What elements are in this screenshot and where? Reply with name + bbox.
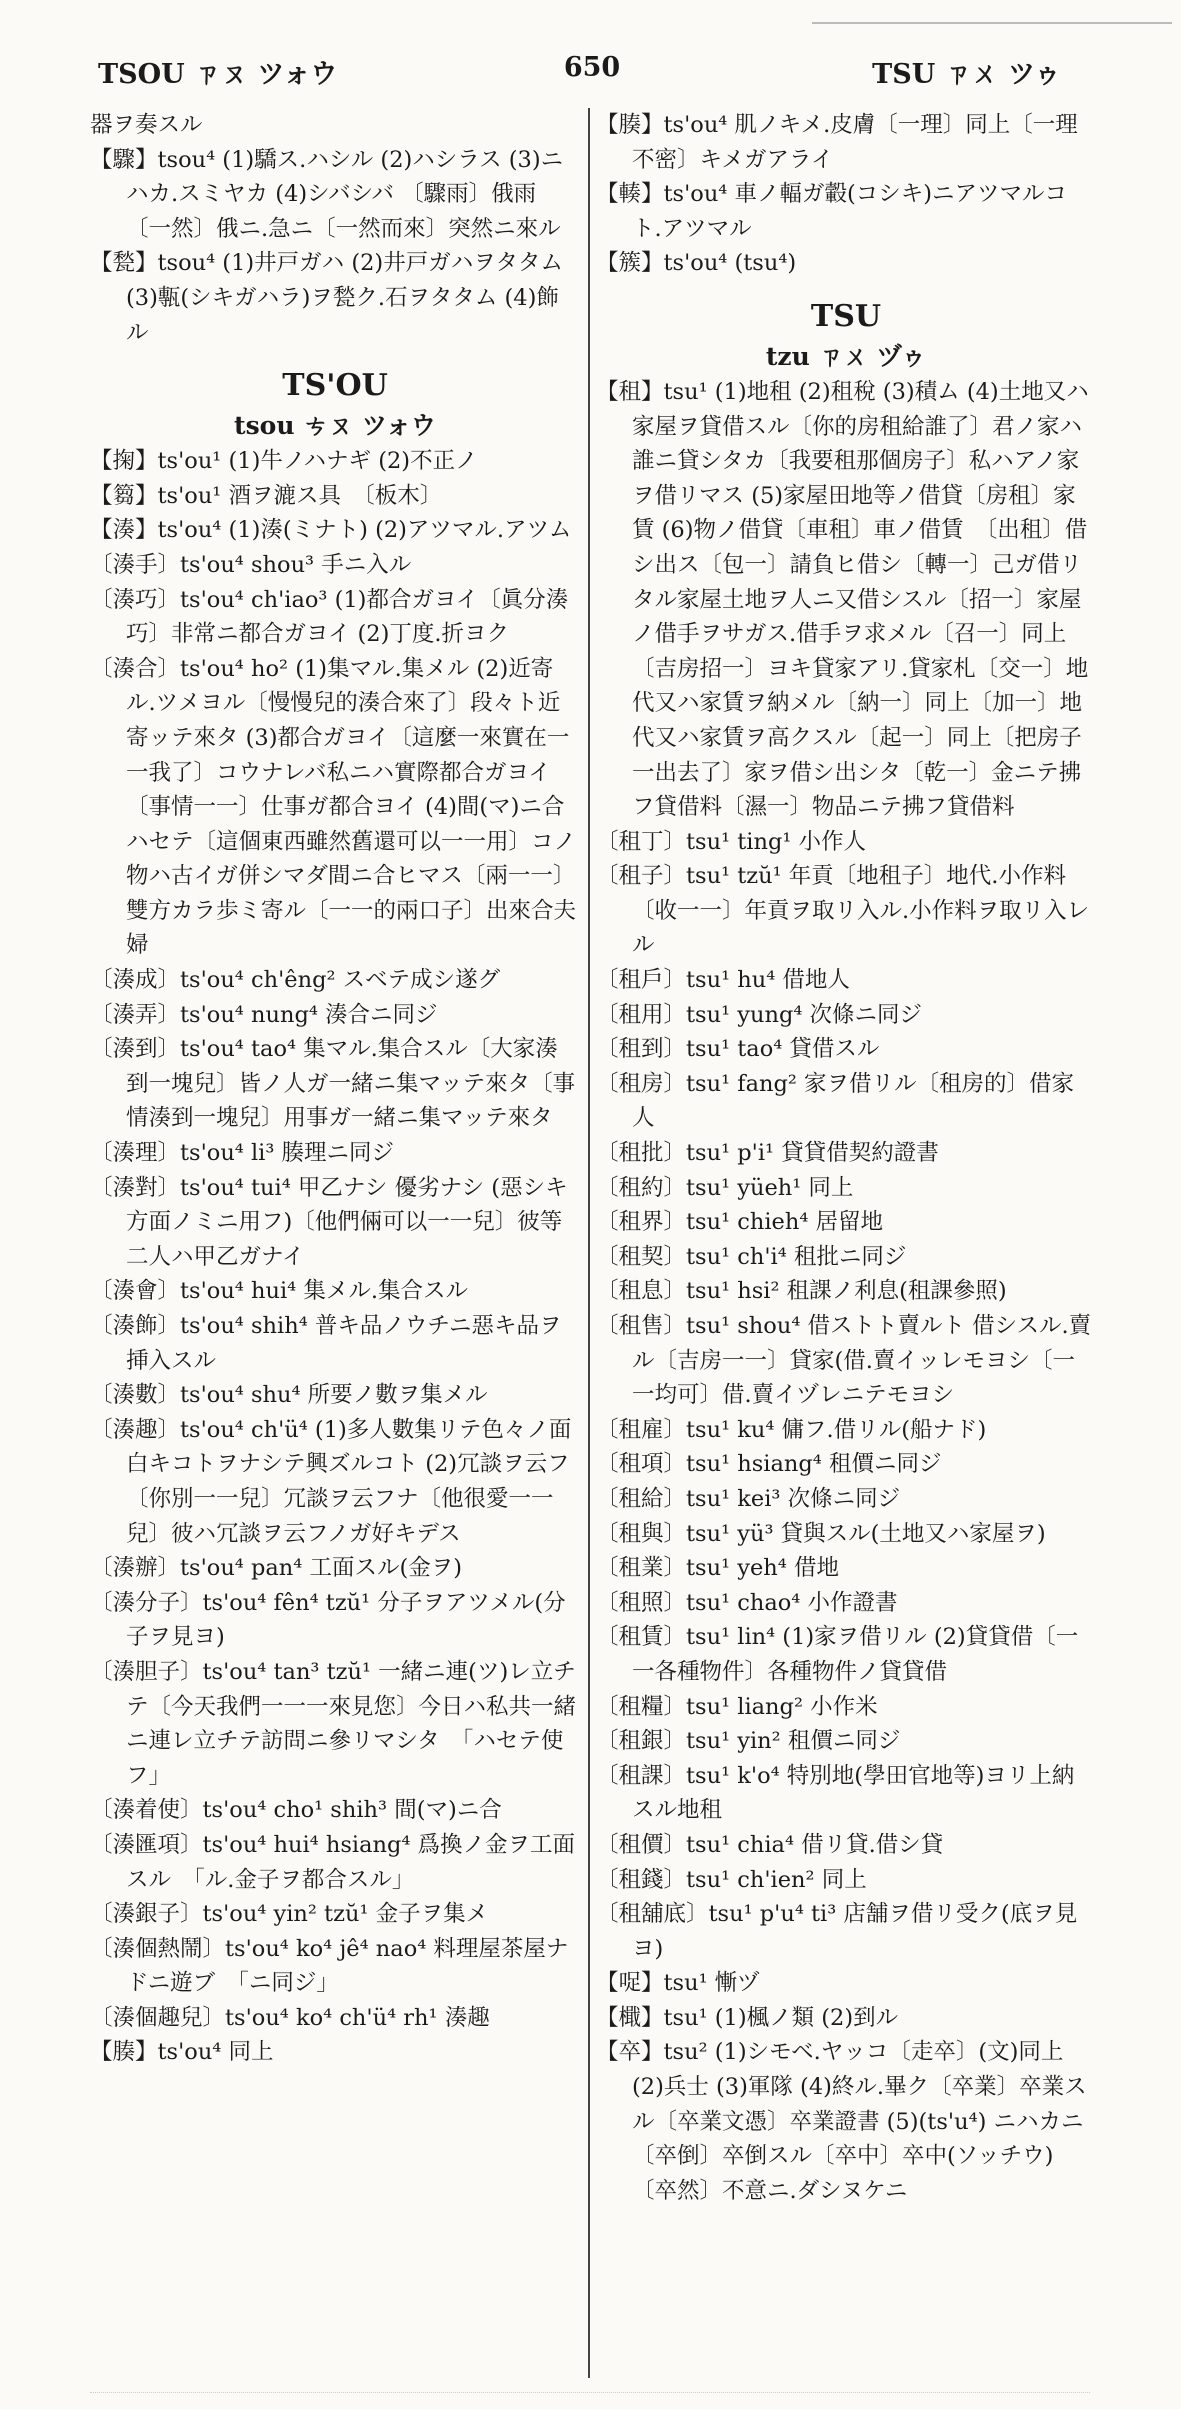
dictionary-entry: 〔湊個熱鬧〕ts'ou⁴ ko⁴ jê⁴ nao⁴ 料理屋茶屋ナドニ遊ブ 「ニ同ジ」 xyxy=(90,1935,569,1997)
dictionary-entry: 器ヲ奏スル xyxy=(90,112,203,138)
dictionary-entry: 〔湊數〕ts'ou⁴ shu⁴ 所要ノ數ヲ集メル xyxy=(90,1382,488,1409)
dictionary-entry: 【腠】ts'ou⁴ 肌ノキメ.皮膚〔一理〕同上〔一理不密〕キメガアライ xyxy=(596,112,1078,173)
dictionary-entry: 〔租錢〕tsu¹ ch'ien² 同上 xyxy=(596,1866,867,1893)
dictionary-entry: 〔湊會〕ts'ou⁴ hui⁴ 集メル.集合スル xyxy=(90,1278,468,1305)
dictionary-entry: 〔租雇〕tsu¹ ku⁴ 傭フ.借リル(船ナド) xyxy=(596,1416,987,1443)
running-head-right: TSU ㄗㄨ ツゥ xyxy=(872,59,1061,90)
dictionary-entry: 【湊】ts'ou⁴ (1)湊(ミナト) (2)アツマル.アツム xyxy=(90,517,572,544)
dictionary-entry: 〔租批〕tsu¹ p'i¹ 貸貸借契約證書 xyxy=(596,1140,939,1167)
dictionary-entry: 〔湊弄〕ts'ou⁴ nung⁴ 湊合ニ同ジ xyxy=(90,1001,438,1028)
dictionary-entry: 【驟】tsou⁴ (1)驕ス.ハシル (2)ハシラス (3)ニハカ.スミヤカ (4)シバシバ 〔驟雨〕俄雨〔一然〕俄ニ.急ニ〔一然而來〕突然ニ來ル xyxy=(90,146,564,242)
dictionary-entry: 〔租用〕tsu¹ yung⁴ 次條ニ同ジ xyxy=(596,1001,923,1028)
right-column xyxy=(596,108,1096,2378)
dictionary-entry: 〔租糧〕tsu¹ liang² 小作米 xyxy=(596,1693,878,1720)
running-head-left: TSOU ㄗㄡ ツォウ xyxy=(98,59,338,90)
dictionary-entry: 〔湊合〕ts'ou⁴ ho² (1)集マル.集メル (2)近寄ル.ツメヨル〔慢慢兒的湊合來了〕段々ト近寄ッテ來タ (3)都合ガヨイ〔這麼一來實在一一我了〕コウナレバ私ニハ實際都合ガヨイ〔事情一一〕仕事ガ都合ヨイ (4)間(マ)ニ合ハセテ〔這個東西雖然舊還可以一一用〕コノ物ハ古イガ併シマダ間ニ合ヒマス〔兩一一〕雙方カラ歩ミ寄ル〔一一的兩口子〕出來合夫婦 xyxy=(90,655,577,959)
dictionary-entry: 〔租售〕tsu¹ shou⁴ 借ストト賣ルト 借シスル.賣ル〔吉房一一〕貸家(借.賣イッレモヨシ〔一一均可〕借.賣イヅレニテモヨシ xyxy=(596,1313,1092,1409)
dictionary-entry: 【卒】tsu² (1)シモベ.ヤッコ〔走卒〕(文)同上 (2)兵士 (3)軍隊 (4)終ル.畢ク〔卒業〕卒業スル〔卒業文憑〕卒業證書 (5)(ts'u⁴) ニハカニ〔卒倒〕卒倒スル〔卒中〕卒中(ソッチウ)〔卒然〕不意ニ.ダシヌケニ xyxy=(596,2039,1087,2204)
dictionary-entry: 〔租到〕tsu¹ tao⁴ 貸借スル xyxy=(596,1036,880,1063)
header-rule xyxy=(812,22,1172,24)
section-heading: TSU xyxy=(810,298,882,334)
dictionary-entry: 〔湊銀子〕ts'ou⁴ yin² tzŭ¹ 金子ヲ集メ xyxy=(90,1901,489,1928)
column-divider xyxy=(588,108,590,2378)
dictionary-entry: 〔租銀〕tsu¹ yin² 租價ニ同ジ xyxy=(596,1728,901,1755)
dictionary-entry: 〔湊巧〕ts'ou⁴ ch'iao³ (1)都合ガヨイ〔眞分湊巧〕非常ニ都合ガヨイ (2)丁度.折ヨク xyxy=(90,586,569,648)
dictionary-entry: 〔租戶〕tsu¹ hu⁴ 借地人 xyxy=(596,967,850,994)
page-number: 650 xyxy=(563,52,621,83)
dictionary-entry: 〔租項〕tsu¹ hsiang⁴ 租價ニ同ジ xyxy=(596,1451,942,1478)
dictionary-entry: 【租】tsu¹ (1)地租 (2)租稅 (3)積ム (4)土地又ハ家屋ヲ貸借スル〔你的房租給誰了〕君ノ家ハ誰ニ貸シタカ〔我要租那個房子〕私ハアノ家ヲ借リマス (5)家屋田地等ノ借貸〔房租〕家賃 (6)物ノ借貸〔車租〕車ノ借賃 〔出租〕借シ出ス〔包一〕請負ヒ借シ〔轉一〕己ガ借リタル家屋土地ヲ人ニ又借シスル〔招一〕家屋ノ借手ヲサガス.借手ヲ求メル〔召一〕同上〔吉房招一〕ヨキ貸家アリ.貸家札〔交一〕地代又ハ家賃ヲ納メル〔納一〕同上〔加一〕地代又ハ家賃ヲ高クスル〔起一〕同上〔把房子一出去了〕家ヲ借シ出シタ〔乾一〕金ニテ拂フ貸借料〔濕一〕物品ニテ拂フ貸借料 xyxy=(596,378,1089,821)
dictionary-entry: 〔租契〕tsu¹ ch'i⁴ 租批ニ同ジ xyxy=(596,1243,907,1270)
dictionary-entry: 〔租丁〕tsu¹ ting¹ 小作人 xyxy=(596,828,867,855)
dictionary-entry: 【甃】tsou⁴ (1)井戸ガハ (2)井戸ガハヲタタム (3)甎(シキガハラ)ヲ甃ク.石ヲタタム (4)飾ル xyxy=(90,250,563,346)
section-subheading: tsou ㄘㄡ ツォウ xyxy=(234,411,436,441)
section-heading: TS'OU xyxy=(282,368,388,404)
dictionary-entry: 〔湊胆子〕ts'ou⁴ tan³ tzŭ¹ 一緒ニ連(ツ)レ立チテ〔今天我們一一一來見您〕今日ハ私共一緒ニ連レ立チテ訪問ニ參リマシタ 「ハセテ使フ」 xyxy=(90,1658,577,1789)
dictionary-entry: 【掬】ts'ou¹ (1)牛ノハナギ (2)不正ノ xyxy=(90,448,478,475)
dictionary-entry: 〔租給〕tsu¹ kei³ 次條ニ同ジ xyxy=(596,1485,901,1512)
dictionary-entry: 〔湊個趣兒〕ts'ou⁴ ko⁴ ch'ü⁴ rh¹ 湊趣 xyxy=(90,2004,490,2031)
dictionary-entry: 〔湊着使〕ts'ou⁴ cho¹ shih³ 間(マ)ニ合 xyxy=(90,1797,502,1824)
dictionary-entry: 〔租約〕tsu¹ yüeh¹ 同上 xyxy=(596,1174,854,1201)
dictionary-entry: 〔湊匯項〕ts'ou⁴ hui⁴ hsiang⁴ 爲換ノ金ヲ工面スル 「ル.金子ヲ都合スル」 xyxy=(90,1831,576,1893)
dictionary-entry: 【哫】tsu¹ 慚ヅ xyxy=(596,1970,760,1997)
dictionary-entry: 〔租界〕tsu¹ chieh⁴ 居留地 xyxy=(596,1209,884,1236)
dictionary-entry: 〔湊成〕ts'ou⁴ ch'êng² スベテ成シ遂グ xyxy=(90,967,501,994)
dictionary-entry: 〔租與〕tsu¹ yü³ 貸與スル(土地又ハ家屋ヲ) xyxy=(596,1520,1046,1547)
dictionary-entry: 〔租舖底〕tsu¹ p'u⁴ ti³ 店舗ヲ借リ受ク(底ヲ見ヨ) xyxy=(596,1901,1078,1962)
dictionary-entry: 〔租價〕tsu¹ chia⁴ 借リ貸.借シ貸 xyxy=(596,1831,944,1858)
dictionary-entry: 〔租課〕tsu¹ k'o⁴ 特別地(學田官地等)ヨリ上納スル地租 xyxy=(596,1762,1075,1824)
section-subheading: tzu ㄗㄨ ヅゥ xyxy=(765,341,927,371)
dictionary-entry: 【簇】ts'ou⁴ (tsu⁴) xyxy=(596,250,797,277)
dictionary-entry: 〔租子〕tsu¹ tzŭ¹ 年貢〔地租子〕地代.小作料〔收一一〕年貢ヲ取リ入ル.小作料ヲ取リ入レル xyxy=(596,863,1090,959)
dictionary-entry: 〔湊分子〕ts'ou⁴ fên⁴ tzŭ¹ 分子ヲアツメル(分子ヲ見ヨ) xyxy=(90,1589,566,1651)
dictionary-entry: 〔湊對〕ts'ou⁴ tui⁴ 甲乙ナシ 優劣ナシ (惡シキ方面ノミニ用フ)〔他們倆可以一一兒〕彼等二人ハ甲乙ガナイ xyxy=(90,1174,568,1270)
dictionary-entry: 〔租業〕tsu¹ yeh⁴ 借地 xyxy=(596,1555,839,1582)
dictionary-entry: 〔租照〕tsu¹ chao⁴ 小作證書 xyxy=(596,1589,898,1616)
dictionary-entry: 〔湊辦〕ts'ou⁴ pan⁴ 工面スル(金ヲ) xyxy=(90,1555,463,1582)
dictionary-entry: 〔租賃〕tsu¹ lin⁴ (1)家ヲ借リル (2)貸貸借〔一一各種物件〕各種物件ノ貸貸借 xyxy=(596,1624,1079,1685)
dictionary-entry: 【輳】ts'ou⁴ 車ノ輻ガ轂(コシキ)ニアツマルコト.アツマル xyxy=(596,181,1068,242)
left-column xyxy=(90,108,580,2378)
dictionary-entry: 〔湊理〕ts'ou⁴ li³ 腠理ニ同ジ xyxy=(90,1140,395,1167)
footer-rule xyxy=(90,2392,1090,2393)
dictionary-entry: 【腠】ts'ou⁴ 同上 xyxy=(90,2039,274,2066)
dictionary-entry: 【篘】ts'ou¹ 酒ヲ漉ス具 〔板木〕 xyxy=(90,482,443,509)
dictionary-entry: 〔租息〕tsu¹ hsi² 租課ノ利息(租課參照) xyxy=(596,1278,1007,1305)
dictionary-entry: 【檝】tsu¹ (1)楓ノ類 (2)到ル xyxy=(596,2004,899,2031)
dictionary-entry: 〔湊趣〕ts'ou⁴ ch'ü⁴ (1)多人數集リテ色々ノ面白キコトヲナシテ興ズルコト (2)冗談ヲ云フ〔你別一一兒〕冗談ヲ云フナ〔他很愛一一兒〕彼ハ冗談ヲ云フノガ好キデス xyxy=(90,1416,572,1547)
dictionary-entry: 〔湊手〕ts'ou⁴ shou³ 手ニ入ル xyxy=(90,551,412,578)
dictionary-entry: 〔湊飾〕ts'ou⁴ shih⁴ 普キ品ノウチニ惡キ品ヲ挿入スル xyxy=(90,1313,562,1374)
dictionary-entry: 〔租房〕tsu¹ fang² 家ヲ借リル〔租房的〕借家人 xyxy=(596,1070,1075,1132)
dictionary-entry: 〔湊到〕ts'ou⁴ tao⁴ 集マル.集合スル〔大家湊到一塊兒〕皆ノ人ガ一緒ニ集マッテ來タ〔事情湊到一塊兒〕用事ガ一緒ニ集マッテ來タ xyxy=(90,1036,576,1132)
